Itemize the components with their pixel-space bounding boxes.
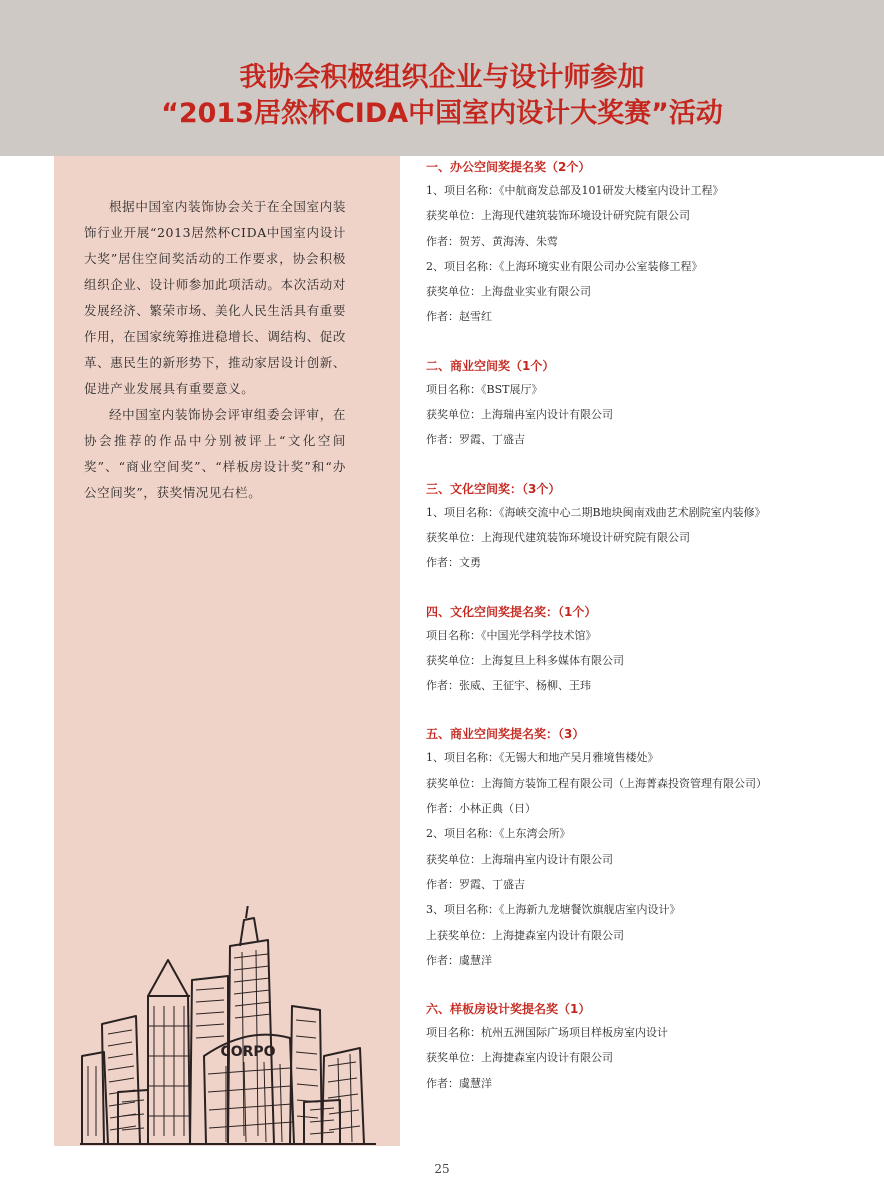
list-item: 获奖单位：上海盘业实业有限公司 [426,285,591,299]
list-item: 2、项目名称：《上海环境实业有限公司办公室装修工程》 [426,259,703,273]
list-item: 获奖单位：上海捷森室内设计有限公司 [426,1051,613,1065]
award-section-5 [426,723,866,973]
list-item: 获奖单位：上海复旦上科多媒体有限公司 [426,653,624,667]
list-item: 2、项目名称：《上东湾会所》 [426,827,571,841]
list-item: 作者：罗霞、丁盛吉 [426,877,525,891]
list-item: 作者：小林正典（日） [426,802,536,816]
title-banner [0,0,884,156]
award-section-1 [426,156,866,330]
corpo-sign-text: CORPO [220,1044,276,1060]
city-skyline-illustration [78,906,378,1146]
section-heading: 四、文化空间奖提名奖：（1个） [426,604,597,619]
list-item: 作者：罗霞、丁盛吉 [426,433,525,447]
list-item: 作者：虞慧洋 [426,1076,492,1090]
title-line-1: 我协会积极组织企业与设计师参加 [239,62,645,93]
intro-paragraph-2: 经中国室内装饰协会评审组委会评审，在协会推荐的作品中分别被评上“文化空间奖”、“商业空间奖”、“样板房设计奖”和“办公空间奖”，获奖情况见右栏。 [84,407,346,500]
section-heading: 三、文化空间奖：（3个） [426,481,561,496]
list-item: 项目名称：杭州五洲国际广场项目样板房室内设计 [426,1026,668,1040]
list-item: 获奖单位：上海现代建筑装饰环境设计研究院有限公司 [426,209,690,223]
list-item: 上获奖单位：上海捷森室内设计有限公司 [426,928,624,942]
award-section-6 [426,998,866,1096]
award-section-2 [426,355,866,453]
intro-text [84,194,346,506]
list-item: 作者：文勇 [426,556,481,570]
award-section-4 [426,601,866,699]
list-item: 1、项目名称：《无锡大和地产吴月雅境售楼处》 [426,751,659,765]
list-item: 作者：贺芳、黄海涛、朱莺 [426,234,558,248]
section-heading: 一、办公空间奖提名奖（2个） [426,160,591,174]
intro-sidebar [54,156,400,1146]
section-heading: 二、商业空间奖（1个） [426,358,555,373]
list-item: 项目名称：《BST展厅》 [426,382,543,396]
list-item: 作者：赵雪红 [426,310,492,324]
page-title [0,60,884,132]
list-item: 3、项目名称：《上海新九龙塘餐饮旗舰店室内设计》 [426,903,681,917]
list-item: 获奖单位：上海现代建筑装饰环境设计研究院有限公司 [426,530,690,544]
list-item: 作者：张威、王征宇、杨柳、王玮 [426,679,591,693]
intro-paragraph-1: 根据中国室内装饰协会关于在全国室内装饰行业开展“2013居然杯CIDA中国室内设计大奖”居住空间奖活动的工作要求，协会积极组织企业、设计师参加此项活动。本次活动对发展经济、繁荣市场、美化人民生活具有重要作用，在国家统筹推进稳增长、调结构、促改革、惠民生的新形势下，推动家居设计创新、促进产业发展具有重要意义。 [84,199,347,396]
section-heading: 五、商业空间奖提名奖：（3） [426,727,585,742]
award-section-3 [426,478,866,576]
list-item: 获奖单位：上海瑞冉室内设计有限公司 [426,852,613,866]
section-heading: 六、样板房设计奖提名奖（1） [426,1002,591,1017]
list-item: 1、项目名称：《中航商发总部及101研发大楼室内设计工程》 [426,184,724,197]
list-item: 获奖单位：上海简方装饰工程有限公司（上海菁森投资管理有限公司） [426,776,767,790]
list-item: 项目名称：《中国光学科学技术馆》 [426,628,597,642]
awards-list [426,156,866,1096]
title-line-2: “2013居然杯CIDA中国室内设计大奖赛”活动 [161,98,723,129]
list-item: 作者：虞慧洋 [426,953,492,967]
list-item: 1、项目名称：《海峡交流中心二期B地块闽南戏曲艺术剧院室内装修》 [426,505,766,519]
list-item: 获奖单位：上海瑞冉室内设计有限公司 [426,408,613,422]
page-number: 25 [434,1162,450,1176]
